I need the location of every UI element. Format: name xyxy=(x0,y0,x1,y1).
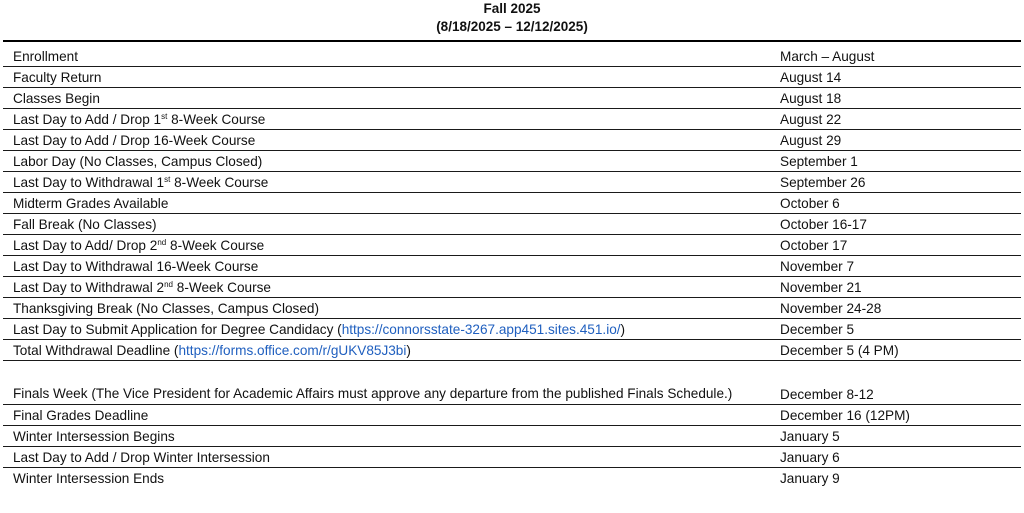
term-date-range: (8/18/2025 – 12/12/2025) xyxy=(436,19,588,34)
degree-candidacy-link[interactable]: https://connorsstate-3267.app451.sites.451.io/ xyxy=(341,321,621,337)
date-cell: November 7 xyxy=(771,255,1021,276)
event-cell: Finals Week (The Vice President for Academic Affairs must approve any departure from the published Finals Schedule.) xyxy=(3,360,771,404)
academic-calendar-table xyxy=(3,45,1021,488)
event-cell: Classes Begin xyxy=(3,87,771,108)
table-row xyxy=(3,213,1021,234)
table-row xyxy=(3,45,1021,66)
table-row xyxy=(3,360,1021,404)
table-row xyxy=(3,297,1021,318)
ordinal-suffix: nd xyxy=(164,279,174,289)
table-row xyxy=(3,318,1021,339)
date-cell: August 18 xyxy=(771,87,1021,108)
table-row xyxy=(3,276,1021,297)
event-cell: Enrollment xyxy=(3,45,771,66)
date-cell: December 5 xyxy=(771,318,1021,339)
event-text: ) xyxy=(620,321,626,337)
table-row xyxy=(3,425,1021,446)
table-row xyxy=(3,234,1021,255)
table-row xyxy=(3,404,1021,425)
date-cell: September 1 xyxy=(771,150,1021,171)
date-cell: October 16-17 xyxy=(771,213,1021,234)
date-cell: August 22 xyxy=(771,108,1021,129)
event-cell: Final Grades Deadline xyxy=(3,404,771,425)
term-header xyxy=(0,0,1024,38)
ordinal-suffix: nd xyxy=(157,237,167,247)
table-row xyxy=(3,339,1021,360)
date-cell: January 5 xyxy=(771,425,1021,446)
event-cell: Last Day to Add / Drop 16-Week Course xyxy=(3,129,771,150)
event-text: Last Day to Submit Application for Degree Candidacy ( xyxy=(13,321,342,337)
event-text: Last Day to Add/ Drop 2 xyxy=(13,237,158,253)
event-cell: Faculty Return xyxy=(3,66,771,87)
date-cell: December 5 (4 PM) xyxy=(771,339,1021,360)
table-row xyxy=(3,108,1021,129)
table-row xyxy=(3,255,1021,276)
event-cell xyxy=(3,234,771,255)
event-text: 8-Week Course xyxy=(170,174,269,190)
event-text: ) xyxy=(406,342,411,358)
date-cell: October 17 xyxy=(771,234,1021,255)
table-row xyxy=(3,171,1021,192)
event-text: Last Day to Withdrawal 1 xyxy=(13,174,165,190)
event-cell: Winter Intersession Ends xyxy=(13,471,165,486)
event-cell: Fall Break (No Classes) xyxy=(3,213,771,234)
date-cell: March – August xyxy=(771,45,1021,66)
date-cell: December 8-12 xyxy=(771,360,1021,404)
event-cell xyxy=(3,318,771,339)
event-cell xyxy=(3,276,771,297)
table-row xyxy=(3,66,1021,87)
table-row xyxy=(3,87,1021,108)
event-text: Last Day to Add / Drop 1 xyxy=(13,111,162,127)
date-cell: November 21 xyxy=(771,276,1021,297)
date-cell: October 6 xyxy=(771,192,1021,213)
event-cell xyxy=(3,339,771,360)
table-row xyxy=(3,192,1021,213)
event-cell: Last Day to Add / Drop Winter Intersession xyxy=(3,446,771,467)
term-title: Fall 2025 xyxy=(483,1,541,16)
date-cell: September 26 xyxy=(771,171,1021,192)
event-cell: Thanksgiving Break (No Classes, Campus Closed) xyxy=(3,297,771,318)
event-cell: Labor Day (No Classes, Campus Closed) xyxy=(3,150,771,171)
date-cell: January 9 xyxy=(780,471,840,486)
event-cell xyxy=(3,171,771,192)
event-text: 8-Week Course xyxy=(173,279,271,295)
table-row xyxy=(3,150,1021,171)
event-cell: Last Day to Withdrawal 16-Week Course xyxy=(3,255,771,276)
date-cell: August 29 xyxy=(771,129,1021,150)
event-text: Last Day to Withdrawal 2 xyxy=(13,279,165,295)
event-text: 8-Week Course xyxy=(167,111,266,127)
ordinal-suffix: st xyxy=(164,174,171,184)
withdrawal-form-link[interactable]: https://forms.office.com/r/gUKV85J3bi xyxy=(178,342,407,358)
event-text: 8-Week Course xyxy=(166,237,265,253)
date-cell: August 14 xyxy=(771,66,1021,87)
date-cell: November 24-28 xyxy=(771,297,1021,318)
date-cell: January 6 xyxy=(771,446,1021,467)
event-cell xyxy=(3,108,771,129)
table-row xyxy=(3,467,1021,488)
event-text: Total Withdrawal Deadline ( xyxy=(13,342,179,358)
event-cell: Midterm Grades Available xyxy=(3,192,771,213)
table-row xyxy=(3,129,1021,150)
date-cell: December 16 (12PM) xyxy=(771,404,1021,425)
header-rule xyxy=(3,40,1021,42)
ordinal-suffix: st xyxy=(161,111,168,121)
table-row xyxy=(3,446,1021,467)
event-cell: Winter Intersession Begins xyxy=(3,425,771,446)
